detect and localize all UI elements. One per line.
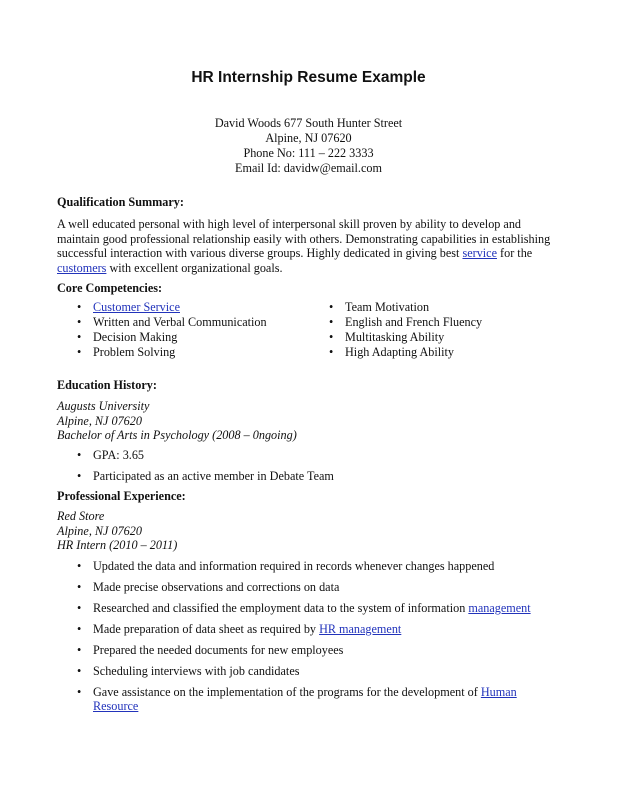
bullet-icon: • [77, 685, 82, 699]
bullet-icon: • [77, 448, 82, 462]
bullet-icon: • [329, 345, 334, 359]
contact-address: David Woods 677 South Hunter Street [214, 116, 403, 130]
experience-item [77, 601, 531, 616]
qualification-summary [57, 217, 551, 275]
bullet-icon: • [77, 469, 82, 483]
education-institution [57, 399, 297, 443]
hr-management-link[interactable]: HR management [319, 622, 402, 636]
competency-label: Written and Verbal Communication [93, 315, 267, 329]
bullet-icon: • [329, 315, 334, 329]
summary-text: with excellent organizational goals. [106, 260, 283, 275]
customers-link[interactable]: customers [57, 260, 107, 275]
competency-item [329, 330, 445, 345]
bullet-icon: • [329, 300, 334, 314]
education-item [77, 469, 334, 484]
experience-item [77, 685, 517, 700]
school-location: Alpine, NJ 07620 [57, 413, 142, 428]
experience-item-text: Scheduling interviews with job candidates [93, 664, 300, 678]
summary-line: A well educated personal with high level of interpersonal skill proven by ability to develop and [57, 217, 522, 231]
school-name: Augusts University [57, 399, 150, 413]
competency-label: Team Motivation [345, 300, 430, 314]
summary-text: for the [497, 246, 533, 261]
competency-item [77, 300, 180, 315]
education-item-text: GPA: 3.65 [93, 448, 145, 462]
contact-city: Alpine, NJ 07620 [265, 131, 352, 145]
experience-item-text: Made precise observations and corrections on data [93, 580, 340, 594]
bullet-icon: • [77, 643, 82, 657]
experience-item-text: Made preparation of data sheet as required by [93, 622, 320, 636]
experience-heading: Professional Experience: [57, 489, 186, 503]
bullet-icon: • [77, 601, 82, 615]
company-name: Red Store [57, 509, 105, 523]
bullet-icon: • [329, 330, 334, 344]
company-location: Alpine, NJ 07620 [57, 523, 142, 538]
contact-phone: Phone No: 111 – 222 3333 [243, 146, 374, 160]
competency-label: Multitasking Ability [345, 330, 445, 344]
competency-label: High Adapting Ability [345, 345, 455, 359]
bullet-icon: • [77, 345, 82, 359]
contact-block [0, 116, 617, 176]
experience-item [77, 664, 300, 679]
competencies-heading: Core Competencies: [57, 281, 163, 295]
education-item [77, 448, 145, 463]
experience-item-text: Gave assistance on the implementation of the programs for the development of [93, 685, 481, 699]
competency-label: English and French Fluency [345, 315, 483, 329]
customer-service-link[interactable]: Customer Service [93, 300, 180, 314]
bullet-icon: • [77, 315, 82, 329]
experience-item-text: Researched and classified the employment data to the system of information [93, 601, 469, 615]
competency-label: Decision Making [93, 330, 178, 344]
competency-item [329, 300, 430, 315]
bullet-icon: • [77, 330, 82, 344]
education-heading: Education History: [57, 378, 157, 392]
competency-label: Problem Solving [93, 345, 176, 359]
summary-line [57, 261, 537, 276]
experience-item-text: Updated the data and information required in records whenever changes happened [93, 559, 495, 573]
management-link[interactable]: management [468, 601, 531, 615]
contact-email: Email Id: davidw@email.com [235, 161, 382, 175]
experience-item [77, 580, 340, 595]
page-title: HR Internship Resume Example [191, 69, 426, 86]
competency-item [77, 345, 176, 360]
bullet-icon: • [77, 559, 82, 573]
human-resource-link[interactable]: Human [480, 685, 517, 699]
experience-item [77, 559, 495, 574]
competency-item [77, 330, 178, 345]
experience-item [77, 622, 402, 637]
experience-item-continuation [93, 699, 138, 714]
competency-item [77, 315, 267, 330]
human-resource-link[interactable]: Resource [93, 699, 139, 713]
job-role: HR Intern (2010 – 2011) [57, 538, 178, 553]
competency-item [329, 315, 483, 330]
bullet-icon: • [77, 580, 82, 594]
education-item-text: Participated as an active member in Debate Team [93, 469, 334, 483]
experience-item-text: Prepared the needed documents for new employees [93, 643, 344, 657]
summary-line [57, 246, 537, 261]
summary-line: maintain good professional relationship easily with others. Demonstrating capabilities in establishing [57, 231, 551, 246]
summary-text: successful interaction with various diverse groups. Highly dedicated in giving best [57, 246, 463, 261]
bullet-icon: • [77, 622, 82, 636]
service-link[interactable]: service [462, 246, 497, 261]
bullet-icon: • [77, 300, 82, 314]
experience-item [77, 643, 344, 658]
experience-employer [57, 509, 177, 553]
bullet-icon: • [77, 664, 82, 678]
competency-item [329, 345, 455, 360]
qualification-heading: Qualification Summary: [57, 195, 184, 209]
degree: Bachelor of Arts in Psychology (2008 – 0ngoing) [57, 428, 297, 443]
